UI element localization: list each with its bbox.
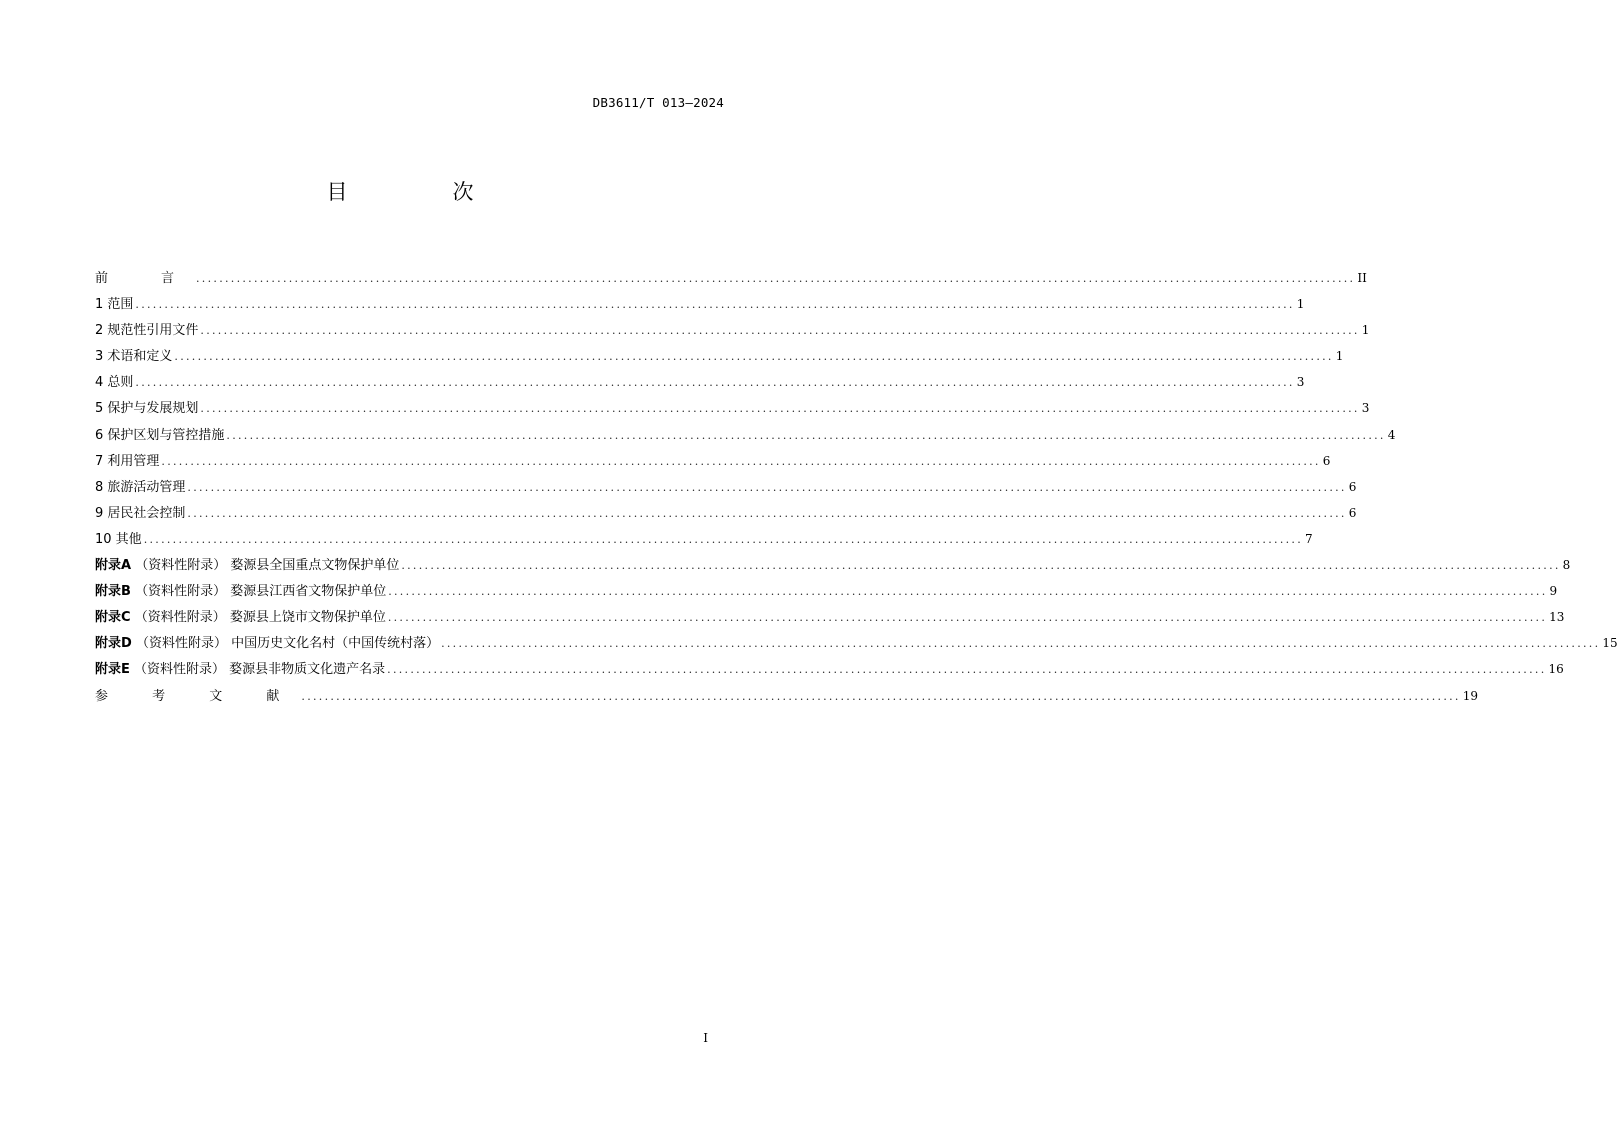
toc-entry[interactable]: [95, 343, 1344, 369]
dot-leader: ........................................................................................................................................................................................................: [187, 506, 1347, 520]
page-number: I: [703, 1031, 708, 1045]
toc-entry-text: 2 规范性引用文件: [95, 323, 199, 339]
toc-entry-label: [95, 292, 133, 318]
toc-entry-label: [95, 527, 142, 553]
toc-entry-page: 6: [1348, 505, 1357, 520]
toc-entry-label: [95, 449, 159, 475]
appendix-label: 附录D: [95, 636, 132, 652]
toc-entry[interactable]: [95, 369, 1305, 395]
toc-entry-label: [95, 318, 198, 344]
toc-entry-page: 1: [1296, 297, 1305, 312]
page-title: 目 次: [326, 180, 516, 204]
toc-entry[interactable]: [95, 448, 1331, 474]
toc-entry-text: （资料性附录） 婺源县上饶市文物保护单位: [134, 610, 386, 626]
dot-leader: ........................................................................................................................................................................................................: [388, 585, 1548, 599]
toc-entry-label: [95, 605, 386, 631]
toc-entry[interactable]: [95, 317, 1370, 343]
dot-leader: ........................................................................................................................................................................................................: [200, 402, 1360, 416]
toc-entry-text: 9 居民社会控制: [95, 505, 186, 521]
toc-entry-label: [95, 423, 224, 449]
toc-entry-text: 参 考 文 献: [95, 688, 300, 704]
toc-entry-page: 19: [1462, 688, 1479, 703]
toc-entry-text: 3 术语和定义: [95, 349, 173, 365]
dot-leader: ........................................................................................................................................................................................................: [135, 376, 1295, 390]
toc-entry[interactable]: [95, 526, 1313, 552]
toc-entry-page: 8: [1562, 558, 1571, 573]
dot-leader: ........................................................................................................................................................................................................: [301, 689, 1461, 703]
toc-entry-page: 13: [1549, 610, 1565, 625]
toc-entry-text: 7 利用管理: [95, 453, 160, 469]
toc-entry-label: [95, 579, 386, 605]
toc-entry-text: 5 保护与发展规划: [95, 401, 199, 417]
toc-entry-page: 15: [1602, 636, 1618, 651]
appendix-label: 附录A: [95, 558, 132, 574]
dot-leader: ........................................................................................................................................................................................................: [174, 350, 1334, 364]
table-of-contents: [95, 265, 1618, 709]
toc-entry[interactable]: [95, 578, 1558, 604]
appendix-label: 附录B: [95, 584, 131, 600]
toc-entry[interactable]: [95, 500, 1357, 526]
toc-entry[interactable]: [95, 604, 1565, 630]
toc-entry[interactable]: [95, 552, 1571, 578]
toc-entry[interactable]: [95, 395, 1370, 421]
dot-leader: ........................................................................................................................................................................................................: [387, 611, 1548, 625]
toc-entry-label: [95, 475, 185, 501]
toc-entry-text: 4 总则: [95, 375, 134, 391]
appendix-label: 附录E: [95, 662, 130, 678]
toc-entry-label: [95, 631, 439, 657]
dot-leader: ........................................................................................................................................................................................................: [161, 454, 1321, 468]
toc-entry-page: 3: [1296, 375, 1305, 390]
dot-leader: ........................................................................................................................................................................................................: [387, 663, 1547, 677]
toc-entry-page: 7: [1305, 531, 1313, 546]
toc-entry[interactable]: [95, 291, 1305, 317]
toc-entry-page: II: [1357, 271, 1367, 285]
toc-entry[interactable]: [95, 630, 1618, 656]
toc-entry[interactable]: [95, 265, 1367, 291]
toc-entry-page: 1: [1361, 323, 1370, 338]
toc-entry-label: [95, 553, 399, 579]
toc-entry-label: [95, 344, 172, 370]
toc-entry-text: 8 旅游活动管理: [95, 479, 186, 495]
toc-entry-page: 16: [1548, 662, 1564, 677]
toc-entry-text: （资料性附录） 中国历史文化名村（中国传统村落）: [135, 636, 440, 652]
toc-entry-text: 前 言: [95, 271, 195, 286]
toc-entry-text: （资料性附录） 婺源县非物质文化遗产名录: [134, 662, 386, 678]
toc-entry-text: （资料性附录） 婺源县全国重点文物保护单位: [135, 558, 400, 574]
appendix-label: 附录C: [95, 610, 131, 626]
document-code: DB3611/T 013—2024: [592, 95, 724, 110]
dot-leader: ........................................................................................................................................................................................................: [187, 480, 1347, 494]
toc-entry[interactable]: [95, 474, 1357, 500]
dot-leader: ........................................................................................................................................................................................................: [196, 272, 1356, 285]
dot-leader: ........................................................................................................................................................................................................: [135, 298, 1295, 312]
toc-entry-page: 3: [1361, 401, 1370, 416]
toc-entry-page: 9: [1549, 584, 1558, 599]
toc-entry-label: [95, 501, 185, 527]
toc-entry-text: 6 保护区划与管控措施: [95, 427, 225, 443]
toc-entry-text: （资料性附录） 婺源县江西省文物保护单位: [135, 584, 387, 600]
dot-leader: ........................................................................................................................................................................................................: [401, 559, 1561, 573]
dot-leader: ........................................................................................................................................................................................................: [200, 324, 1360, 338]
toc-entry-label: [95, 684, 299, 710]
toc-entry-label: [95, 396, 198, 422]
toc-entry-page: 6: [1348, 479, 1357, 494]
dot-leader: ........................................................................................................................................................................................................: [143, 532, 1304, 546]
toc-entry-page: 1: [1335, 349, 1344, 364]
toc-entry[interactable]: [95, 422, 1396, 448]
toc-entry[interactable]: [95, 656, 1564, 682]
toc-entry-label: [95, 370, 133, 396]
toc-entry[interactable]: [95, 683, 1479, 709]
toc-entry-page: 4: [1387, 427, 1396, 442]
dot-leader: ........................................................................................................................................................................................................: [226, 428, 1386, 442]
toc-entry-text: 10 其他: [95, 531, 142, 547]
dot-leader: ........................................................................................................................................................................................................: [441, 637, 1601, 651]
toc-entry-page: 6: [1322, 453, 1331, 468]
toc-entry-label: [95, 657, 385, 683]
toc-entry-label: [95, 266, 194, 292]
toc-entry-text: 1 范围: [95, 297, 134, 313]
